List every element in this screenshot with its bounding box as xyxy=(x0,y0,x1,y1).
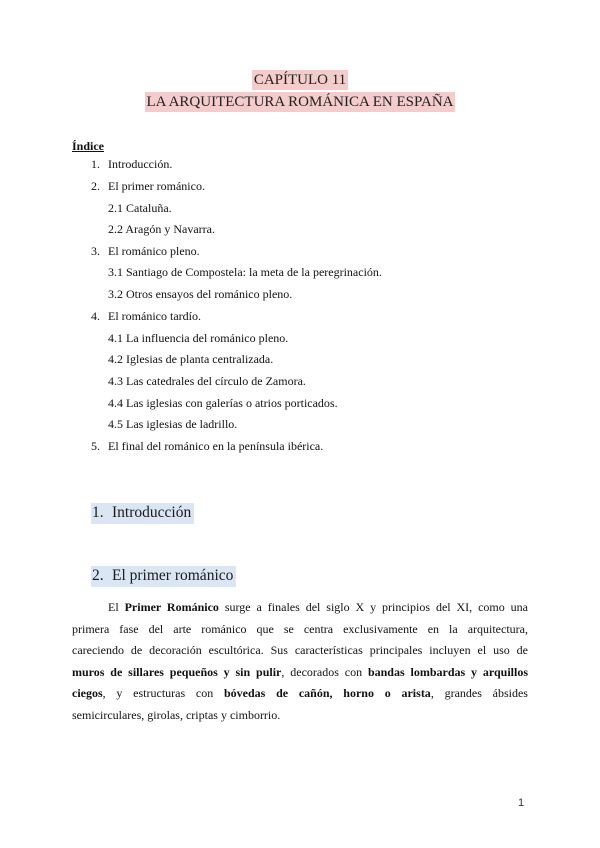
toc-item[interactable]: 5. El final del románico en la península ibérica. xyxy=(91,439,324,453)
toc-subitem[interactable]: 4.3 Las catedrales del círculo de Zamora. xyxy=(108,374,306,388)
toc-subitem[interactable]: 4.1 La influencia del románico pleno. xyxy=(108,331,289,345)
paragraph-line: primera fase del arte románico que se centra exclusivamente en la arquitectura, xyxy=(72,621,528,636)
toc-subitem[interactable]: 2.2 Aragón y Navarra. xyxy=(108,222,215,236)
page-number: 1 xyxy=(518,797,525,809)
chapter-number: CAPÍTULO 11 xyxy=(253,72,347,88)
toc-subitem[interactable]: 4.2 Iglesias de planta centralizada. xyxy=(108,352,274,366)
paragraph-line: El Primer Románico surge a finales del siglo X y principios del XI, como una xyxy=(108,600,529,614)
paragraph-line: ciegos, y estructuras con bóvedas de cañón, horno o arista, grandes ábsides xyxy=(72,686,528,700)
toc-item[interactable]: 3. El románico pleno. xyxy=(91,244,200,258)
toc-item[interactable]: 4. El románico tardío. xyxy=(91,309,201,323)
toc-subitem[interactable]: 4.5 Las iglesias de ladrillo. xyxy=(108,417,238,431)
chapter-title xyxy=(0,70,600,114)
toc-subitem[interactable]: 4.4 Las iglesias con galerías o atrios porticados. xyxy=(108,396,338,410)
index-heading: Índice xyxy=(72,139,105,153)
section-heading-introduccion: 1. Introducción xyxy=(91,503,194,524)
paragraph-line: semicirculares, girolas, criptas y cimborrio. xyxy=(72,707,281,722)
toc-subitem[interactable]: 2.1 Cataluña. xyxy=(108,201,172,215)
paragraph-line: careciendo de decoración escultórica. Sus características principales incluyen el uso de xyxy=(72,643,528,657)
toc-item[interactable]: 1. Introducción. xyxy=(91,157,173,171)
body-paragraph xyxy=(72,597,528,726)
toc-item[interactable]: 2. El primer románico. xyxy=(91,179,205,193)
paragraph-line: muros de sillares pequeños y sin pulir, decorados con bandas lombardas y arquillos xyxy=(72,664,528,679)
chapter-name: LA ARQUITECTURA ROMÁNICA EN ESPAÑA xyxy=(146,94,454,110)
toc-subitem[interactable]: 3.1 Santiago de Compostela: la meta de la peregrinación. xyxy=(108,265,382,279)
toc-subitem[interactable]: 3.2 Otros ensayos del románico pleno. xyxy=(108,287,293,301)
section-heading-primer-romanico: 2. El primer románico xyxy=(91,566,236,587)
